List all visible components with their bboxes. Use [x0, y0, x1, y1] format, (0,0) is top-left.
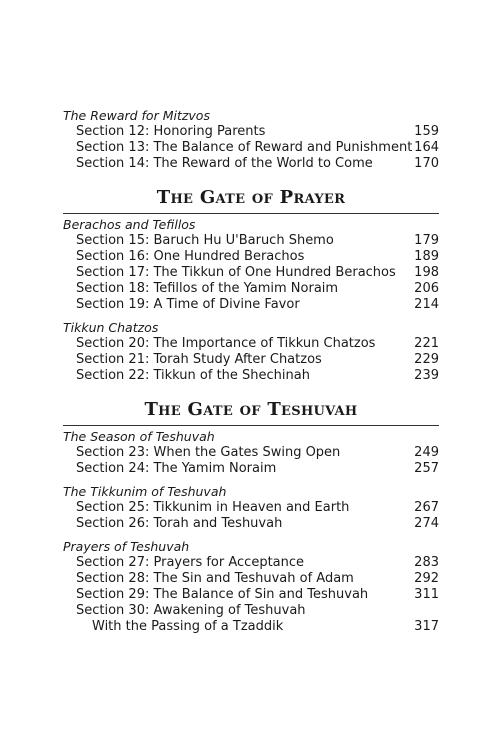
toc-entry[interactable]	[63, 445, 439, 461]
toc-entry[interactable]	[63, 500, 439, 516]
toc-entry[interactable]	[63, 249, 439, 265]
toc-entry[interactable]	[63, 516, 439, 532]
entry-title: Section 16: One Hundred Berachos	[76, 249, 305, 264]
gate-heading: The Gate of Teshuvah	[63, 399, 439, 426]
entry-title: Section 15: Baruch Hu U'Baruch Shemo	[76, 233, 334, 248]
toc-group	[63, 217, 439, 313]
toc-entry[interactable]	[63, 281, 439, 297]
toc-entry[interactable]	[63, 124, 439, 140]
toc-entry[interactable]	[63, 265, 439, 281]
toc-entry[interactable]	[63, 140, 439, 156]
entry-page: 214	[414, 297, 439, 312]
toc-entry-continuation[interactable]	[63, 619, 439, 635]
toc-group	[63, 429, 439, 477]
table-of-contents	[63, 108, 439, 642]
group-title: The Tikkunim of Teshuvah	[63, 484, 227, 499]
entry-title: Section 28: The Sin and Teshuvah of Adam	[76, 571, 354, 586]
entry-title: Section 19: A Time of Divine Favor	[76, 297, 300, 312]
group-title: Tikkun Chatzos	[63, 320, 159, 335]
group-title: The Reward for Mitzvos	[63, 108, 210, 123]
toc-entry[interactable]	[63, 555, 439, 571]
entry-page: 159	[414, 124, 439, 139]
toc-entry[interactable]	[63, 352, 439, 368]
entry-title: Section 20: The Importance of Tikkun Chatzos	[76, 336, 376, 351]
entry-page: 317	[414, 619, 439, 634]
entry-title: Section 30: Awakening of Teshuvah	[76, 603, 306, 618]
entry-page: 249	[414, 445, 439, 460]
toc-entry[interactable]	[63, 587, 439, 603]
group-title: The Season of Teshuvah	[63, 429, 215, 444]
entry-page: 274	[414, 516, 439, 531]
entry-page: 189	[414, 249, 439, 264]
entry-page	[399, 603, 439, 619]
entry-title: Section 18: Tefillos of the Yamim Noraim	[76, 281, 339, 296]
entry-page: 170	[414, 156, 439, 171]
entry-page: 267	[414, 500, 439, 515]
entry-page: 311	[414, 587, 439, 602]
entry-page: 206	[414, 281, 439, 296]
gate-heading: The Gate of Prayer	[63, 187, 439, 214]
group-title: Prayers of Teshuvah	[63, 539, 190, 554]
toc-entry[interactable]	[63, 336, 439, 352]
gate-section	[63, 399, 439, 635]
toc-entry[interactable]	[63, 571, 439, 587]
toc-entry[interactable]	[63, 368, 439, 384]
entry-page: 221	[414, 336, 439, 351]
toc-entry[interactable]	[63, 603, 439, 619]
entry-title: Section 21: Torah Study After Chatzos	[76, 352, 322, 367]
toc-group	[63, 320, 439, 384]
toc-entry[interactable]	[63, 156, 439, 172]
entry-title: Section 23: When the Gates Swing Open	[76, 445, 341, 460]
toc-entry[interactable]	[63, 461, 439, 477]
toc-group	[63, 484, 439, 532]
entry-title: Section 24: The Yamim Noraim	[76, 461, 277, 476]
entry-page: 239	[414, 368, 439, 383]
gate-section	[63, 187, 439, 384]
entry-title: Section 27: Prayers for Acceptance	[76, 555, 305, 570]
toc-entry[interactable]	[63, 233, 439, 249]
toc-group	[63, 108, 439, 172]
entry-page: 229	[414, 352, 439, 367]
entry-title: Section 13: The Balance of Reward and Punishment	[76, 140, 413, 155]
entry-page: 198	[414, 265, 439, 280]
entry-title: With the Passing of a Tzaddik	[92, 619, 284, 634]
entry-title: Section 22: Tikkun of the Shechinah	[76, 368, 310, 383]
entry-title: Section 14: The Reward of the World to Come	[76, 156, 373, 171]
entry-page: 292	[414, 571, 439, 586]
group-title: Berachos and Tefillos	[63, 217, 196, 232]
entry-page: 283	[414, 555, 439, 570]
entry-title: Section 26: Torah and Teshuvah	[76, 516, 283, 531]
entry-title: Section 25: Tikkunim in Heaven and Earth	[76, 500, 350, 515]
entry-title: Section 12: Honoring Parents	[76, 124, 266, 139]
entry-page: 179	[414, 233, 439, 248]
entry-title: Section 29: The Balance of Sin and Teshuvah	[76, 587, 369, 602]
toc-group	[63, 539, 439, 635]
toc-entry[interactable]	[63, 297, 439, 313]
entry-page: 164	[414, 140, 439, 155]
entry-title: Section 17: The Tikkun of One Hundred Berachos	[76, 265, 396, 280]
entry-page: 257	[414, 461, 439, 476]
